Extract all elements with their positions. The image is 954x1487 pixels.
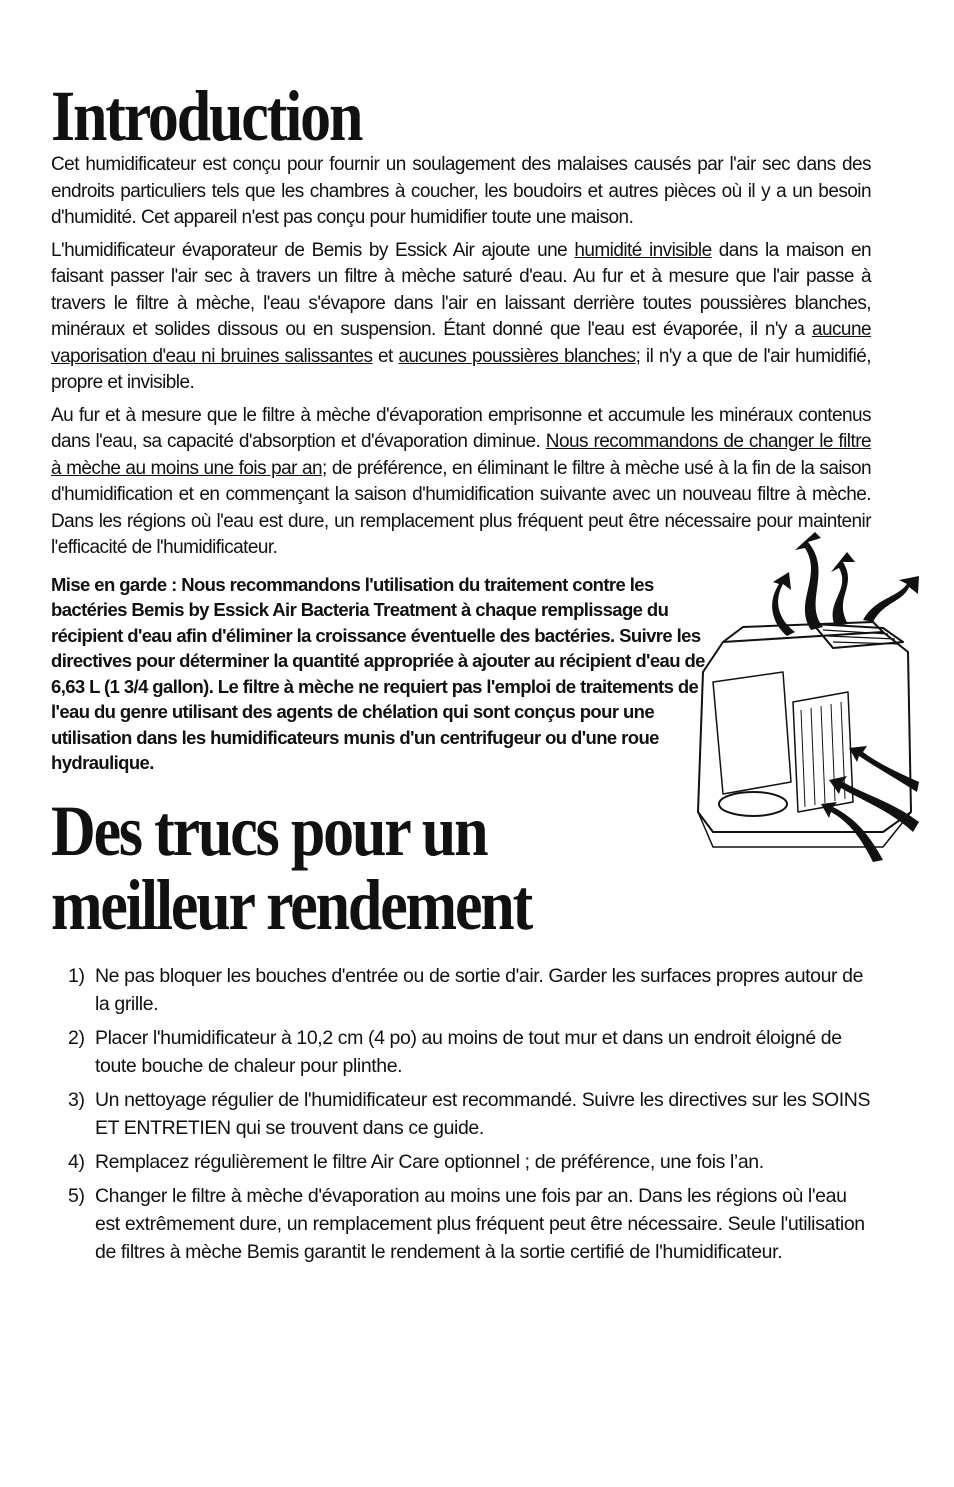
intro-paragraph-2 — [51, 238, 871, 397]
tips-title-line-1: Des trucs pour un — [51, 790, 487, 871]
airflow-arrow-in-3 — [849, 746, 919, 792]
list-item-number: 3) — [68, 1088, 85, 1111]
list-item-text: Ne pas bloquer les bouches d'entrée ou de sortie d'air. Garder les surfaces propres autour de la grille. — [95, 964, 864, 1015]
airflow-arrow-up-1 — [795, 532, 823, 630]
text-span: ; de préférence, en éliminant le filtre à mèche usé à la fin de la saison d'humidification et en commençant la saison d'humidification suivante avec un nouveau filtre à mèche. Dans les régions où l'eau est dure, un remplacement plus fréquent peut être nécessaire pour maintenir l'efficacité de l'humidificateur. — [51, 457, 872, 558]
underlined-text: aucune vaporisation d'eau ni bruines salissantes — [51, 319, 871, 367]
underlined-text: Nous recommandons de changer le filtre à mèche au moins une fois par an — [51, 431, 871, 479]
list-item — [68, 1086, 871, 1142]
tips-title-line-2: meilleur rendement — [51, 864, 532, 945]
list-item — [68, 1148, 871, 1176]
text-span: ; il n'y a que de l'air humidifié, propre et invisible. — [51, 345, 871, 393]
list-item-number: 5) — [68, 1184, 85, 1207]
underlined-text: aucunes poussières blanches — [398, 345, 636, 367]
text-span: dans la maison en faisant passer l'air sec à travers un filtre à mèche saturé d'eau. Au fur et à mesure que l'air passe à travers le filtre à mèche, l'eau s'évapore dans l'air en laissant derrière toutes poussières blanches, minéraux et solides dissous ou en suspension. Étant donné que l'eau est évaporée, il n'y a — [51, 239, 872, 340]
warning-paragraph: Mise en garde : Nous recommandons l'utilisation du traitement contre les bactéries Bemis by Essick Air Bacteria Treatment à chaque remplissage du récipient d'eau afin d'éliminer la croissance éventuelle des bactéries. Suivre les directives pour déterminer la quantité appropriée à ajouter au récipient d'eau de 6,63 L (1 3/4 gallon). Le filtre à mèche ne requiert pas l'emploi de traitements de l'eau du genre utilisant des agents de chélation qui sont conçus pour une utilisation dans les humidificateurs munis d'un centrifugeur ou d'une roue hydraulique. — [51, 573, 705, 773]
list-item-number: 2) — [68, 1026, 85, 1049]
intro-paragraph-1: Cet humidificateur est conçu pour fournir un soulagement des malaises causés par l'air sec dans des endroits particuliers tels que les chambres à coucher, les boudoirs et autres pièces où il y a un besoin d'humidité. Cet appareil n'est pas conçu pour humidifier toute une maison. — [51, 154, 871, 228]
list-item — [68, 1182, 871, 1266]
tips-title — [51, 790, 756, 945]
list-item-text: Un nettoyage régulier de l'humidificateur est recommandé. Suivre les directives sur les SOINS ET ENTRETIEN qui se trouvent dans ce guide. — [95, 1088, 871, 1139]
tank-cap — [719, 792, 787, 816]
airflow-arrow-up-2 — [831, 552, 855, 626]
list-item — [68, 962, 871, 1018]
list-item-number: 4) — [68, 1150, 85, 1173]
list-item-text: Remplacez régulièrement le filtre Air Care optionnel ; de préférence, une fois l’an. — [95, 1150, 764, 1173]
list-item — [68, 1024, 871, 1080]
water-tank — [713, 672, 791, 794]
text-span: et — [372, 345, 399, 367]
list-item-text: Placer l'humidificateur à 10,2 cm (4 po) au moins de tout mur et dans un endroit éloigné de toute bouche de chaleur pour plinthe. — [95, 1026, 842, 1077]
airflow-arrow-up-3 — [863, 576, 919, 622]
list-item-text: Changer le filtre à mèche d'évaporation au moins une fois par an. Dans les régions où l'eau est extrêmement dure, un remplacement plus fréquent peut être nécessaire. Seule l'utilisation de filtres à mèche Bemis garantit le rendement à la sortie certifié de l'humidificateur. — [95, 1184, 865, 1263]
intro-title: Introduction — [51, 76, 362, 156]
text-span: Au fur et à mesure que le filtre à mèche d'évaporation emprisonne et accumule les minéraux contenus dans l'eau, sa capacité d'absorption et d'évaporation diminue. — [51, 404, 871, 452]
tips-list — [68, 962, 871, 1266]
humidifier-airflow-illustration — [683, 532, 923, 862]
text-span: L'humidificateur évaporateur de Bemis by Essick Air ajoute une — [51, 239, 575, 261]
list-item-number: 1) — [68, 964, 85, 987]
underlined-text: humidité invisible — [574, 239, 712, 261]
